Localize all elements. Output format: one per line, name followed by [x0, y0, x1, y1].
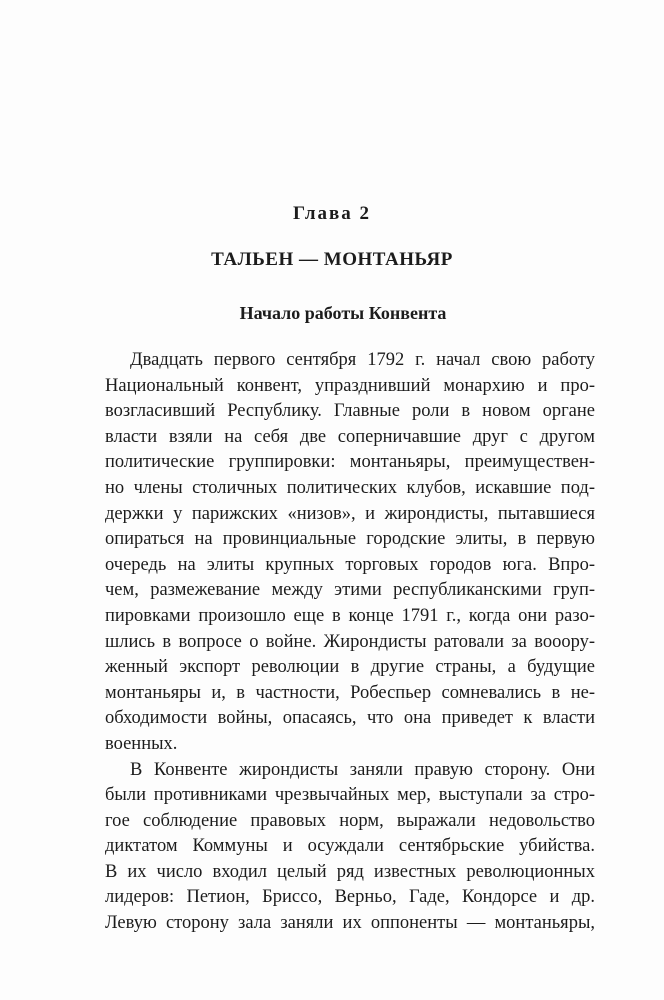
text-line: но члены столичных политических клубов, искавшие под-: [105, 477, 595, 498]
text-line: держки у парижских «низов», и жирондисты, пытавшиеся: [105, 503, 595, 524]
section-title: Начало работы Конвента: [239, 303, 447, 323]
text-line: политические группировки: монтаньяры, преимуществен-: [105, 452, 595, 473]
paragraph: [105, 758, 595, 937]
text-line: чем, размежевание между этими республиканскими груп-: [105, 580, 595, 601]
chapter-title: ТАЛЬЕН — МОНТАНЬЯР: [211, 249, 453, 270]
text-line: В их число входил целый ряд известных революционных: [105, 861, 595, 882]
text-line: пировками произошло еще в конце 1791 г., когда они разо-: [105, 605, 595, 626]
text-line: женный экспорт революции в другие страны, а будущие: [105, 657, 595, 678]
text-line: лидеров: Петион, Бриссо, Верньо, Гаде, Кондорсе и др.: [105, 887, 595, 908]
text-line: власти взяли на себя две соперничавшие друг с другом: [105, 426, 595, 447]
text-line: Двадцать первого сентября 1792 г. начал свою работу: [130, 350, 595, 370]
text-line: очередь на элиты крупных торговых городов юга. Впро-: [105, 554, 595, 575]
text-line: обходимости войны, опасаясь, что она приведет к власти: [105, 708, 595, 729]
text-line: опираться на провинциальные городские элиты, в первую: [105, 529, 595, 550]
paragraph: [105, 348, 595, 758]
text-line: монтаньяры и, в частности, Робеспьер сомневались в не-: [105, 682, 595, 703]
text-line: Национальный конвент, упразднивший монархию и про-: [105, 375, 595, 396]
text-line: шлись в вопросе о войне. Жирондисты ратовали за вооору-: [105, 631, 595, 652]
text-line: возгласивший Республику. Главные роли в новом органе: [105, 401, 595, 422]
text-line: Левую сторону зала заняли их оппоненты — монтаньяры,: [105, 913, 595, 934]
body-text: [105, 348, 595, 937]
chapter-label: Глава 2: [292, 203, 372, 224]
text-line: В Конвенте жирондисты заняли правую сторону. Они: [130, 759, 595, 780]
text-line: диктатом Коммуны и осуждали сентябрьские убийства.: [105, 836, 595, 857]
text-line: военных.: [105, 733, 178, 754]
text-line: гое соблюдение правовых норм, выражали недовольство: [105, 810, 595, 831]
text-line: были противниками чрезвычайных мер, выступали за стро-: [105, 785, 595, 806]
